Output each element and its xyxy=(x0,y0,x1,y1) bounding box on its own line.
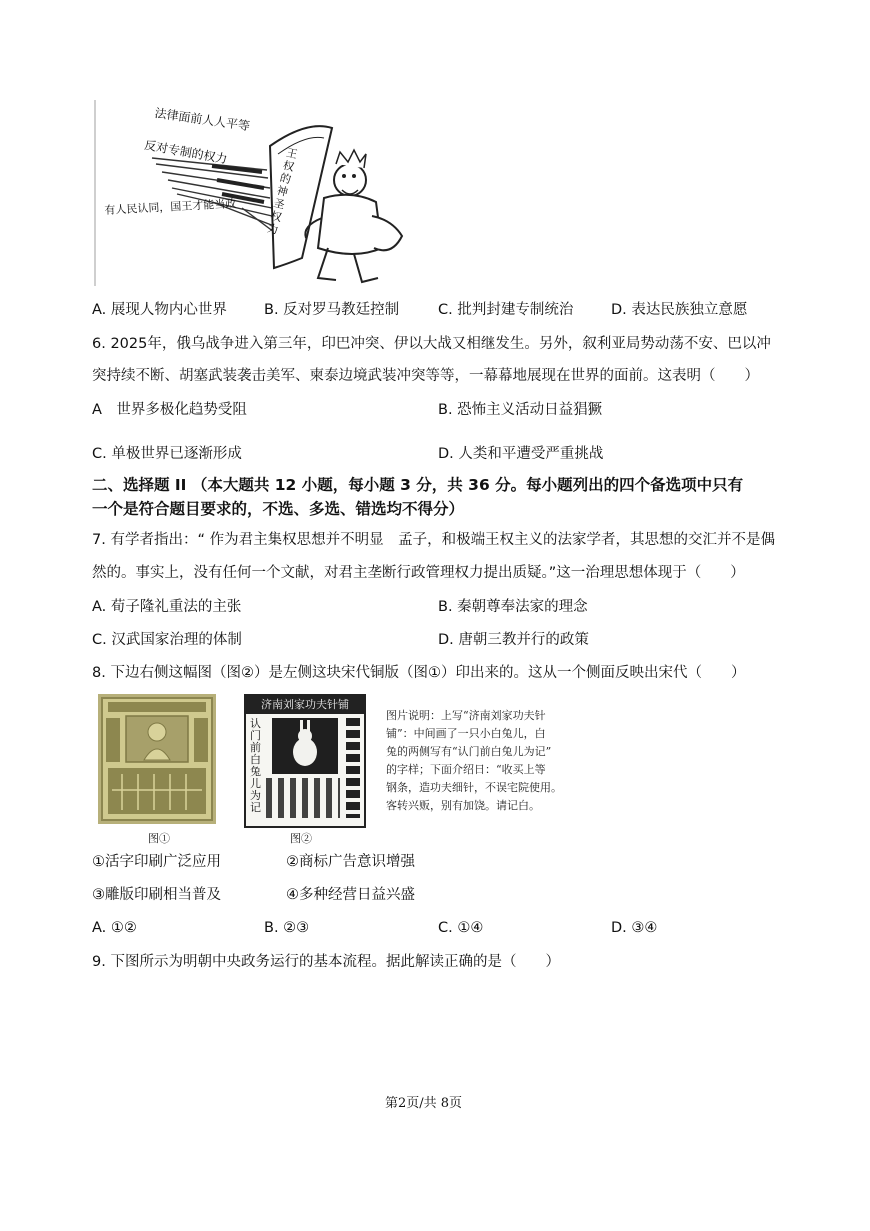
figure-caption-line5: 钢条，造功夫细针，不误宅院使用。 xyxy=(386,781,562,794)
figure2-label: 图② xyxy=(290,832,312,845)
figure-caption-line1: 图片说明：上写“济南刘家功夫针 xyxy=(386,709,546,722)
cartoon-label-people: 有人民认同，国王才能当政 xyxy=(104,197,237,217)
q8-statement-3: ③雕版印刷相当普及 xyxy=(92,887,221,903)
figure2-right-column xyxy=(346,718,360,818)
section2-heading-line1: 二、选择题 II （本大题共 12 小题，每小题 3 分，共 36 分。每小题列出的四个备选项中只有 xyxy=(92,476,744,494)
page-number: 第2页/共 8页 xyxy=(385,1096,463,1111)
q8-statement-1: ①活字印刷广泛应用 xyxy=(92,854,221,870)
q6-option-a: A 世界多极化趋势受阻 xyxy=(92,402,247,418)
figure1-bronze-plate xyxy=(98,694,216,824)
q9-stem: 9. 下图所示为明朝中央政务运行的基本流程。据此解读正确的是（ ） xyxy=(92,954,560,970)
q7-option-a: A. 荀子隆礼重法的主张 xyxy=(92,599,242,615)
q8-stem: 8. 下边右侧这幅图（图②）是左侧这块宋代铜版（图①）印出来的。这从一个侧面反映出宋代（ ） xyxy=(92,665,746,681)
q6-stem-line2: 突持续不断、胡塞武装袭击美军、柬泰边境武装冲突等等，一幕幕地展现在世界的面前。这表明（ ） xyxy=(92,368,759,384)
q7-option-d: D. 唐朝三教并行的政策 xyxy=(438,632,589,648)
q8-statement-2: ②商标广告意识增强 xyxy=(286,854,415,870)
q8-option-d: D. ③④ xyxy=(611,920,658,936)
q5-option-d: D. 表达民族独立意愿 xyxy=(611,302,748,318)
figure2-left-text: 认门前白兔儿为记 xyxy=(250,717,261,814)
q5-option-c: C. 批判封建专制统治 xyxy=(438,302,574,318)
cartoon-label-equality: 法律面前人人平等 xyxy=(153,105,251,134)
figure2-print xyxy=(244,694,366,828)
q6-stem-line1: 6. 2025年，俄乌战争进入第三年，印巴冲突、伊以大战又相继发生。另外，叙利亚局势动荡不安、巴以冲 xyxy=(92,336,771,352)
rabbit-icon xyxy=(272,718,338,774)
q8-option-c: C. ①④ xyxy=(438,920,484,936)
q6-option-d: D. 人类和平遭受严重挑战 xyxy=(438,446,604,462)
figure-caption-line2: 铺”：中间画了一只小白兔儿，白 xyxy=(386,727,546,740)
figure-caption-line4: 的字样；下面介绍日：“收买上等 xyxy=(386,763,546,776)
section2-heading-line2: 一个是符合题目要求的，不选、多选、错选均不得分） xyxy=(92,500,465,518)
figure-caption-line6: 客转兴贩，别有加饶。请记白。 xyxy=(386,799,540,812)
figure2-header: 济南刘家功夫针铺 xyxy=(246,696,364,714)
q8-option-b: B. ②③ xyxy=(264,920,310,936)
figure1-label: 图① xyxy=(148,832,170,845)
q8-option-a: A. ①② xyxy=(92,920,137,936)
cartoon-shield-text: 王权的神圣权力 xyxy=(265,146,299,237)
q6-option-b: B. 恐怖主义活动日益猖獗 xyxy=(438,402,603,418)
q6-option-c: C. 单极世界已逐渐形成 xyxy=(92,446,242,462)
q7-stem-line2: 然的。事实上，没有任何一个文献，对君主垄断行政管理权力提出质疑。”这一治理思想体现于（ ） xyxy=(92,565,745,581)
q7-stem-line1: 7. 有学者指出：“ 作为君主集权思想并不明显 孟子，和极端王权主义的法家学者，其思想的交汇并不是偶 xyxy=(92,532,776,548)
q5-option-b: B. 反对罗马教廷控制 xyxy=(264,302,400,318)
figure2-bottom-text-block xyxy=(266,778,340,818)
cartoon-figure xyxy=(92,98,422,288)
q8-statement-4: ④多种经营日益兴盛 xyxy=(286,887,415,903)
figure-caption-line3: 兔的两侧写有“认门前白兔儿为记” xyxy=(386,745,552,758)
q7-option-c: C. 汉武国家治理的体制 xyxy=(92,632,242,648)
q7-option-b: B. 秦朝尊奉法家的理念 xyxy=(438,599,588,615)
q5-option-a: A. 展现人物内心世界 xyxy=(92,302,227,318)
cartoon-label-anti-autocracy: 反对专制的权力 xyxy=(143,137,229,167)
